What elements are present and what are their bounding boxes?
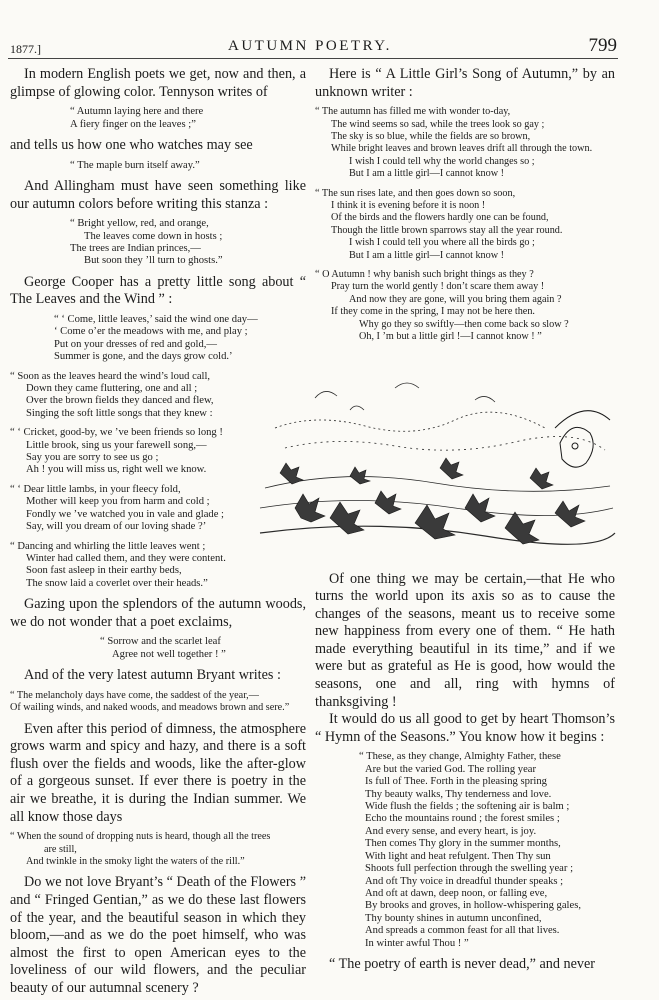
poem-line: Ah ! you will miss us, right well we know. <box>26 464 207 476</box>
poem-line: Wide flush the fields ; the softening air is balm ; <box>365 801 570 813</box>
poem-line: “ O Autumn ! why banish such bright things as they ? <box>315 269 534 281</box>
quote-bryant <box>10 690 306 715</box>
poem-line: Mother will keep you from harm and cold ; <box>26 496 210 508</box>
paragraph: Of one thing we may be certain,—that He who turns the world upon its axis so as to cause the changes of the seasons, meant us to receive some new happiness from every one of them. “ He hath made everything beautiful in its time,” and if we were but as grateful as He is good, how would the seasons, one and all, ring with hymns of thanksgiving ! <box>315 570 615 710</box>
poem-line: Summer is gone, and the days grow cold.’ <box>54 351 233 363</box>
poem-line: “ Dancing and whirling the little leaves went ; <box>10 540 206 552</box>
paragraph: and tells us how one who watches may see <box>10 137 253 153</box>
poem-line: Singing the soft little songs that they knew : <box>26 407 213 419</box>
poem-line: Shoots full perfection through the swelling year ; <box>365 863 574 875</box>
poem-line: Fondly we ’ve watched you in vale and glade ; <box>26 508 224 520</box>
poem-line: But I am a little girl—I cannot know ! <box>349 168 505 180</box>
quote-line: But soon they ’ll turn to ghosts.” <box>84 255 223 267</box>
poem-line: I think it is evening before it is noon ! <box>331 200 486 212</box>
poem-line: “ ‘ Come, little leaves,’ said the wind one day— <box>54 314 258 325</box>
poem-line: Soon fast asleep in their earthy beds, <box>26 565 182 577</box>
header-year: 1877.] <box>10 42 41 56</box>
poem-line: Winter had called them, and they were content. <box>26 552 226 564</box>
quote-maple <box>10 160 306 172</box>
poem-line: The sky is so blue, while the fields are so brown, <box>331 131 531 142</box>
poem-line: “ ‘ Cricket, good-by, we ’ve been friends so long ! <box>10 427 223 439</box>
poem-line: And oft Thy voice in dreadful thunder speaks ; <box>365 875 564 887</box>
paragraph: Even after this period of dimness, the atmosphere grows warm and spicy and hazy, and there is a soft flush over the fields and woods, like the after-glow of a gorgeous sunset. If ever there is poetry in the air we breathe, it is during the Indian summer. We all know those days <box>10 720 306 825</box>
poem-line: The wind seems so sad, while the trees look so gay ; <box>331 118 545 130</box>
quote-line: “ Sorrow and the scarlet leaf <box>100 636 221 648</box>
paragraph: Gazing upon the splendors of the autumn woods, we do not wonder that a poet exclaims, <box>10 596 306 630</box>
poem-line: With light and heat refulgent. Then Thy sun <box>365 850 551 862</box>
poem-line: Put on your dresses of red and gold,— <box>54 338 218 350</box>
poem-line: If they come in the spring, I may not be here then. <box>331 306 535 318</box>
quote-line: “ The melancholy days have come, the saddest of the year,— <box>10 689 259 701</box>
quote-indian-summer <box>10 831 306 868</box>
poem-line: The snow laid a coverlet over their heads.” <box>26 577 208 589</box>
poem-line: I wish I could tell you where all the birds go ; <box>349 237 535 249</box>
poem-line: Are but the varied God. The rolling year <box>365 763 537 775</box>
quote-line: The leaves come down in hosts ; <box>84 230 223 242</box>
poem-line: Though the little brown sparrows stay all the year round. <box>331 224 563 236</box>
poem-line: In winter awful Thou ! ” <box>365 937 469 949</box>
poem-line: Echo the mountains round ; the forest smiles ; <box>365 813 560 825</box>
poem-line: Over the brown fields they danced and flew, <box>26 395 214 407</box>
poem-line: “ These, as they change, Almighty Father, these <box>359 751 561 763</box>
poem-line: I wish I could tell why the world changes so ; <box>349 155 535 167</box>
paragraph: In modern English poets we get, now and then, a glimpse of glowing color. Tennyson writes of <box>10 66 306 100</box>
autumn-leaves-illustration <box>255 358 617 558</box>
quote-line: Of wailing winds, and naked woods, and meadows brown and sere.” <box>10 702 290 714</box>
poem-line: Then comes Thy glory in the summer months, <box>365 838 561 850</box>
paragraph: George Cooper has a pretty little song about “ The Leaves and the Wind ” : <box>10 273 306 308</box>
page-header <box>0 0 659 62</box>
paragraph: And Allingham must have seen something like our autumn colors before writing this stanza : <box>10 178 306 212</box>
quote-line: are still, <box>44 843 77 855</box>
paragraph: It would do us all good to get by heart Thomson’s “ Hymn of the Seasons.” You know how it begins : <box>315 711 615 745</box>
poem-line: ‘ Come o’er the meadows with me, and play ; <box>54 326 248 338</box>
paragraph: And of the very latest autumn Bryant writes : <box>24 667 281 684</box>
poem-line: “ The sun rises late, and then goes down so soon, <box>315 187 516 199</box>
running-title: AUTUMN POETRY. <box>228 38 392 54</box>
quote-line: And twinkle in the smoky light the waters of the rill.” <box>26 855 245 867</box>
poem-line: While bright leaves and brown leaves drift all through the town. <box>331 143 593 155</box>
poem-hymn-of-seasons <box>315 751 615 950</box>
poem-line: And oft at dawn, deep noon, or falling eve, <box>365 887 548 899</box>
quote-line: “ When the sound of dropping nuts is heard, though all the trees <box>10 831 271 843</box>
poem-line: And spreads a common feast for all that lives. <box>365 925 560 937</box>
page-number: 799 <box>588 35 617 56</box>
quote-line: The trees are Indian princes,— <box>70 243 201 254</box>
quote-line: Agree not well together ! ” <box>112 648 226 660</box>
poem-line: “ ‘ Dear little lambs, in your fleecy fold, <box>10 483 181 495</box>
poem-line: “ Soon as the leaves heard the wind’s loud call, <box>10 370 211 382</box>
quote-tennyson <box>10 106 306 131</box>
poem-line: Little brook, sing us your farewell song,— <box>26 439 207 451</box>
poem-line: And now they are gone, will you bring them again ? <box>349 293 562 305</box>
quote-line: A fiery finger on the leaves ;” <box>70 118 196 130</box>
quote-scarlet-leaf <box>10 636 306 661</box>
poem-line: “ The autumn has filled me with wonder to-day, <box>315 106 511 118</box>
quote-line: “ Bright yellow, red, and orange, <box>70 218 209 230</box>
poem-line: Down they came fluttering, one and all ; <box>26 383 198 395</box>
quote-line: “ The maple burn itself away.” <box>70 159 200 171</box>
paragraph: Do we not love Bryant’s “ Death of the Flowers ” and “ Fringed Gentian,” as we do these last flowers of the year, and the beautiful season in which they bloom,—and as we do the poet himself, who was almost the first to open American eyes to the loveliness of our wild flowers, and the peculiar beauty of our autumnal scenery ? <box>10 874 306 996</box>
quote-line: “ Autumn laying here and there <box>70 106 204 118</box>
poem-line: But I am a little girl—I cannot know ! <box>349 249 505 261</box>
poem-line: Say, will you dream of our loving shade ?’ <box>26 521 207 533</box>
poem-line: Pray turn the world gently ! don’t scare them away ! <box>331 281 545 293</box>
poem-line: Thy bounty shines in autumn unconfined, <box>365 912 542 924</box>
poem-line: And every sense, and every heart, is joy. <box>365 825 537 837</box>
paragraph: “ The poetry of earth is never dead,” and never <box>329 955 596 972</box>
poem-line: Of the birds and the flowers hardly one can be found, <box>331 212 549 224</box>
poem-line: By brooks and groves, in hollow-whispering gales, <box>365 900 581 912</box>
poem-little-girl <box>315 106 615 343</box>
poem-line: Why go they so swiftly—then come back so slow ? <box>359 318 569 330</box>
right-column <box>315 66 615 974</box>
poem-line: Oh, I ’m but a little girl !—I cannot know ! ” <box>359 331 542 343</box>
poem-line: Say you are sorry to see us go ; <box>26 452 159 464</box>
header-rule <box>8 58 618 59</box>
poem-line: Is full of Thee. Forth in the pleasing spring <box>365 776 547 788</box>
paragraph: Here is “ A Little Girl’s Song of Autumn,” by an unknown writer : <box>315 66 615 100</box>
poem-line: Thy beauty walks, Thy tenderness and love. <box>365 788 552 800</box>
quote-allingham <box>10 218 306 268</box>
